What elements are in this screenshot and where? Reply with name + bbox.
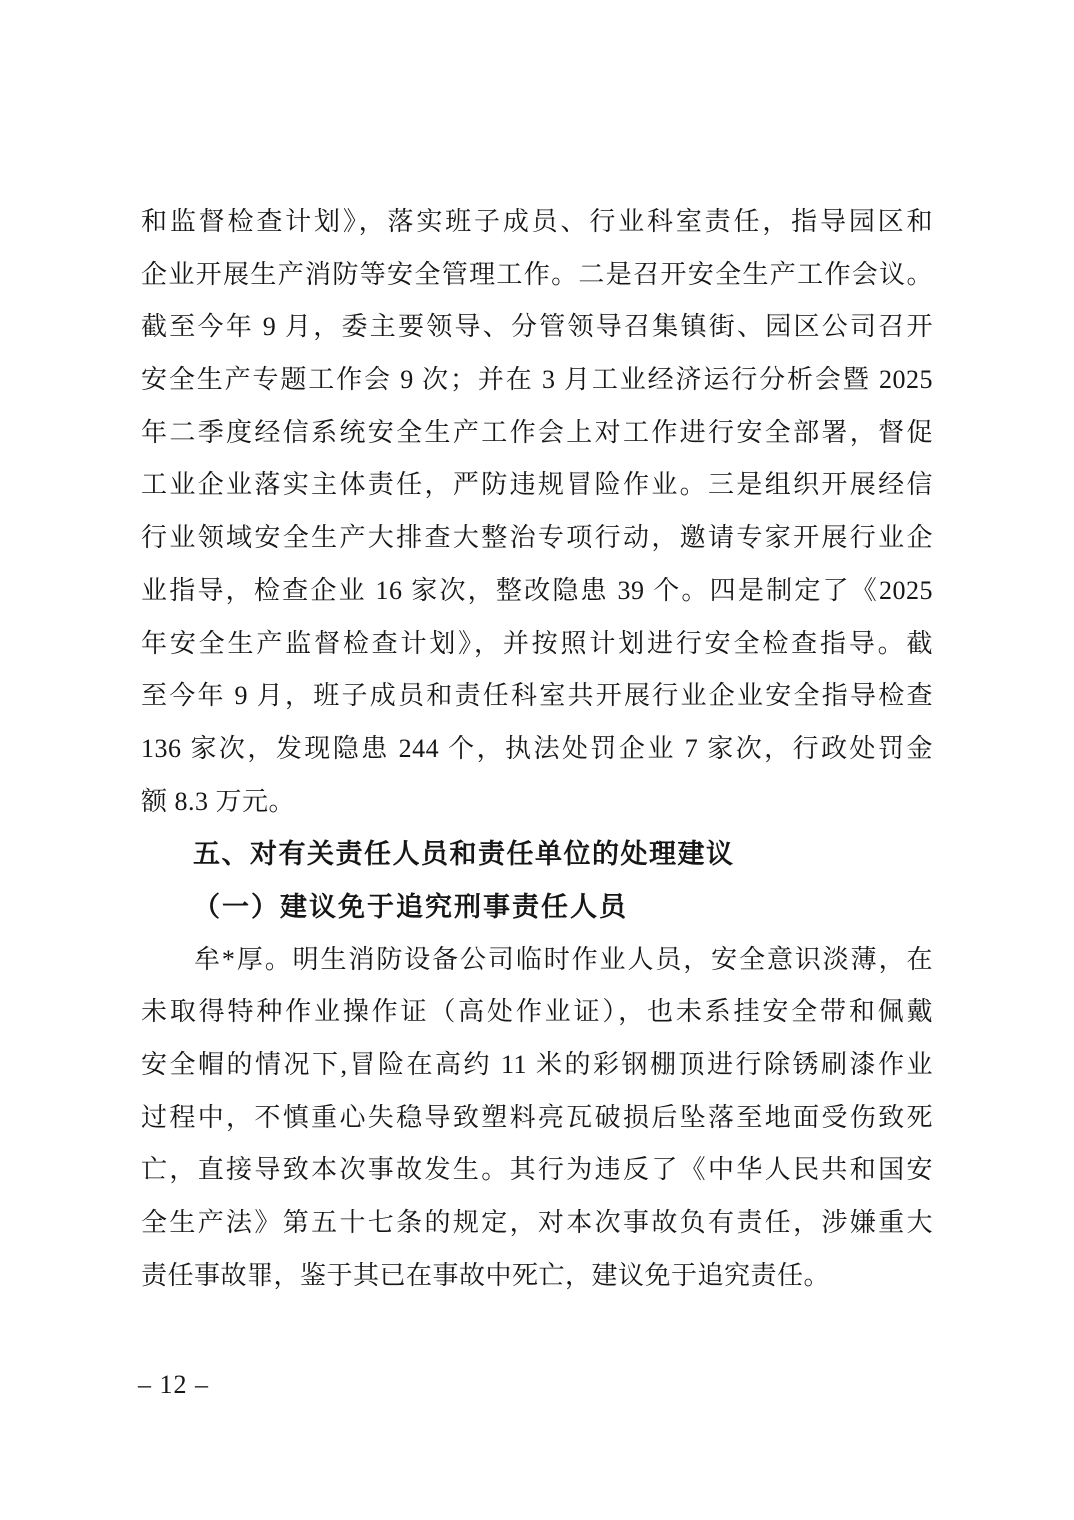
document-body	[141, 196, 933, 1302]
text-line: 企业开展生产消防等安全管理工作。二是召开安全生产工作会议。	[141, 259, 933, 289]
text-line: 全生产法》第五十七条的规定，对本次事故负有责任，涉嫌重大	[141, 1208, 933, 1238]
text-line: 年安全生产监督检查计划》，并按照计划进行安全检查指导。截	[141, 628, 933, 658]
text-line: 工业企业落实主体责任，严防违规冒险作业。三是组织开展经信	[141, 470, 933, 500]
section-heading: 五、对有关责任人员和责任单位的处理建议	[193, 839, 735, 870]
text-line: 业指导，检查企业 16 家次，整改隐患 39 个。四是制定了《2025	[141, 575, 933, 605]
paragraph-safety-work-summary	[141, 196, 933, 828]
paragraph-mou-responsibility	[141, 934, 933, 1303]
text-line: 至今年 9 月，班子成员和责任科室共开展行业企业安全指导检查	[141, 681, 933, 711]
subsection-heading: （一）建议免于追究刑事责任人员	[193, 891, 628, 922]
text-line: 安全帽的情况下,冒险在高约 11 米的彩钢棚顶进行除锈刷漆作业	[141, 1050, 933, 1079]
text-line: 过程中，不慎重心失稳导致塑料亮瓦破损后坠落至地面受伤致死	[141, 1102, 933, 1132]
text-line: 未取得特种作业操作证（高处作业证），也未系挂安全带和佩戴	[141, 997, 933, 1027]
text-line: 和监督检查计划》，落实班子成员、行业科室责任，指导园区和	[141, 207, 933, 236]
text-line: 安全生产专题工作会 9 次；并在 3 月工业经济运行分析会暨 2025	[141, 365, 933, 395]
text-line: 责任事故罪，鉴于其已在事故中死亡，建议免于追究责任。	[141, 1260, 831, 1290]
text-line: 年二季度经信系统安全生产工作会上对工作进行安全部署，督促	[141, 417, 933, 447]
text-line: 牟*厚。明生消防设备公司临时作业人员，安全意识淡薄，在	[194, 944, 933, 974]
text-line: 136 家次，发现隐患 244 个，执法处罚企业 7 家次，行政处罚金	[141, 733, 933, 763]
text-line: 行业领域安全生产大排查大整治专项行动，邀请专家开展行业企	[141, 523, 933, 553]
page-number: – 12 –	[138, 1370, 209, 1399]
text-line: 亡，直接导致本次事故发生。其行为违反了《中华人民共和国安	[141, 1155, 933, 1185]
text-line: 额 8.3 万元。	[141, 786, 296, 816]
text-line: 截至今年 9 月，委主要领导、分管领导召集镇街、园区公司召开	[141, 312, 933, 342]
